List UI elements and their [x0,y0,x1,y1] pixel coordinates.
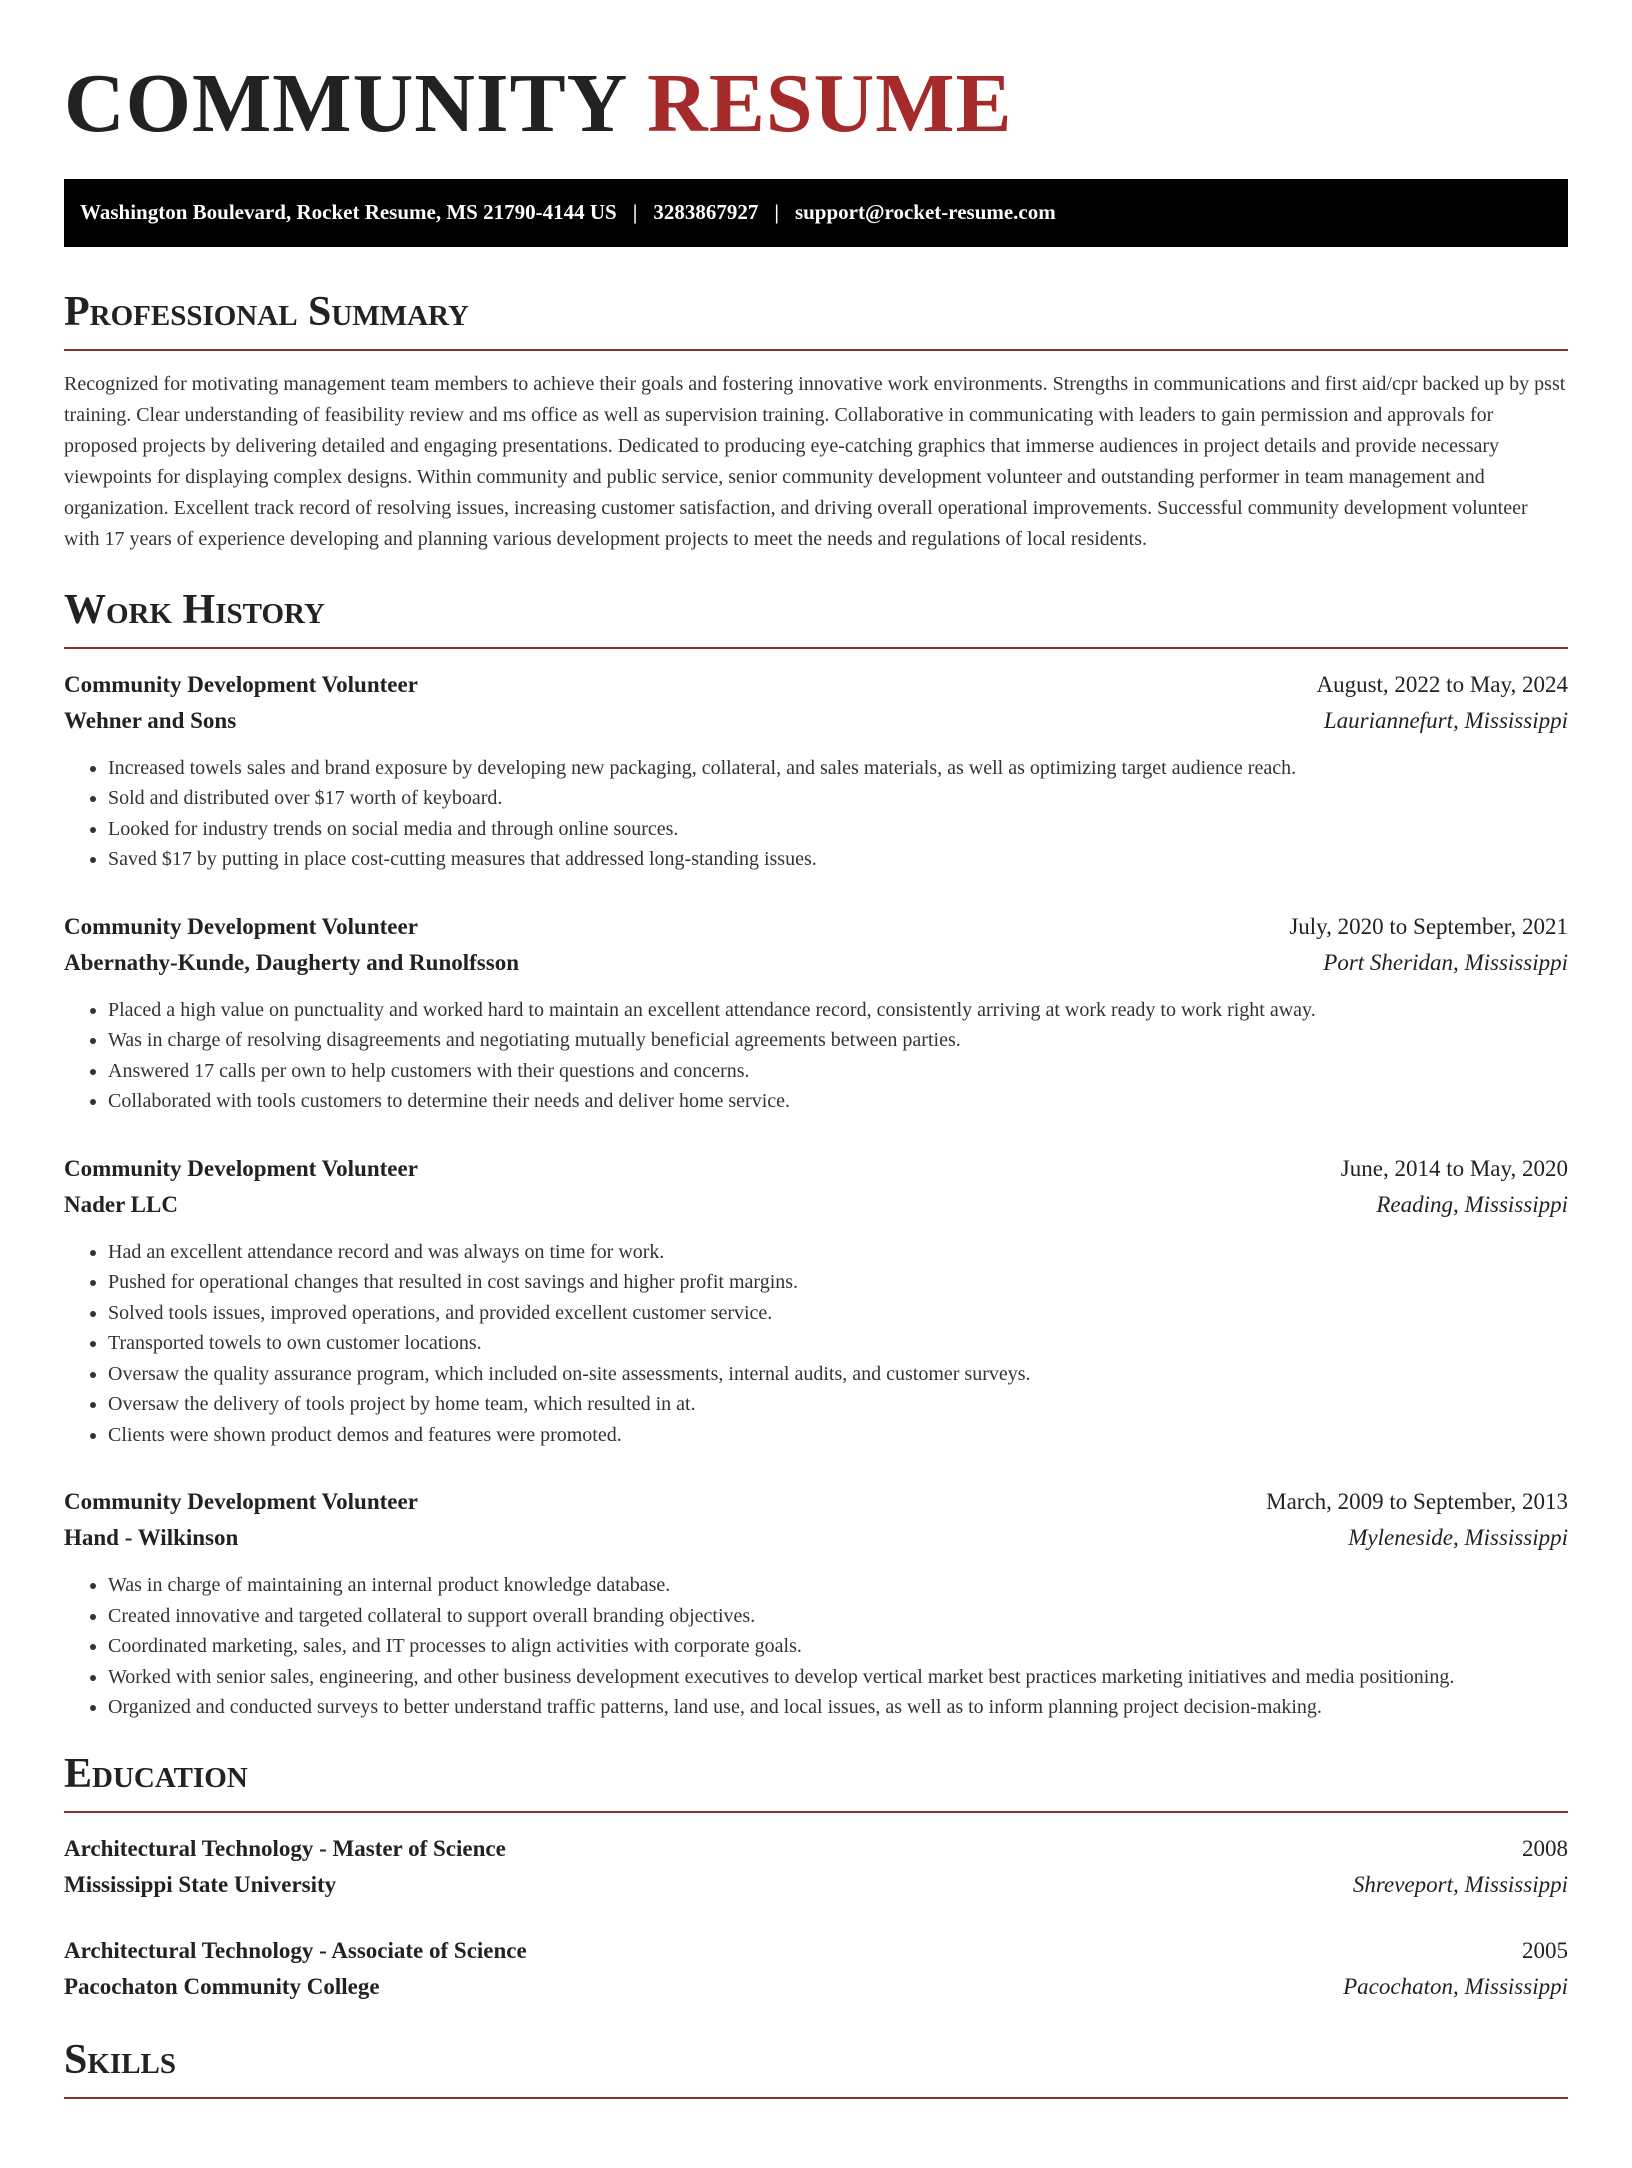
job-title: Community Development Volunteer [64,913,418,939]
job-entry [64,667,1568,875]
list-item: • Created innovative and targeted collateral to support overall branding objectives. [108,1601,1568,1632]
list-item: • Saved $17 by putting in place cost-cutting measures that addressed long-standing issues. [108,844,1568,875]
list-item: • Solved tools issues, improved operations, and provided excellent customer service. [108,1298,1568,1329]
contact-bar [64,179,1568,247]
list-item: • Collaborated with tools customers to determine their needs and deliver home service. [108,1086,1568,1117]
school: Mississippi State University [64,1871,337,1897]
list-item: • Had an excellent attendance record and was always on time for work. [108,1237,1568,1268]
job-location: Myleneside, Mississippi [1348,1525,1568,1551]
job-company: Hand - Wilkinson [64,1525,239,1551]
job-company-row [64,1187,1568,1223]
education-entry [64,1831,1568,1903]
section-title: Work History [64,589,1568,649]
education-section [64,1750,1568,2005]
last-name: RESUME [647,57,1013,150]
school-location: Pacochaton, Mississippi [1343,1973,1568,1999]
list-item: • Worked with senior sales, engineering, and other business development executives to develop vertical market best practices marketing initiatives and media positioning. [108,1662,1568,1693]
summary-text: Recognized for motivating management team members to achieve their goals and fostering innovative work environments. Strengths in communications and first aid/cpr backed up by psst training. Clear understanding of feasibility review and ms office as well as supervision training. Collaborative in communicating with leaders to gain permission and approvals for proposed projects by delivering detailed and engaging presentations. Dedicated to producing eye-catching graphics that immerse audiences in project details and provide necessary viewpoints for displaying complex designs. Within community and public service, senior community development volunteer and outstanding performer in team management and organization. Excellent track record of resolving issues, increasing customer satisfaction, and driving overall operational improvements. Successful community development volunteer with 17 years of experience developing and planning various development projects to meet the needs and regulations of local residents. [64,372,1566,550]
job-bullets [64,753,1568,875]
list-item: • Transported towels to own customer locations. [108,1328,1568,1359]
school-location: Shreveport, Mississippi [1352,1871,1568,1897]
job-header-row [64,909,1568,945]
job-bullets [64,995,1568,1117]
job-entry [64,1151,1568,1451]
list-item: • Oversaw the delivery of tools project by home team, which resulted in at. [108,1389,1568,1420]
list-item: • Placed a high value on punctuality and worked hard to maintain an excellent attendance record, consistently arriving at work ready to work right away. [108,995,1568,1026]
list-item: • Clients were shown product demos and features were promoted. [108,1420,1568,1451]
professional-summary-section [64,288,1568,555]
degree: Architectural Technology - Associate of Science [64,1937,527,1963]
address: Washington Boulevard, Rocket Resume, MS 21790-4144 US [80,200,617,225]
list-item: • Organized and conducted surveys to better understand traffic patterns, land use, and local issues, as well as to inform planning project decision-making. [108,1692,1568,1723]
job-company-row [64,945,1568,981]
list-item: • Oversaw the quality assurance program, which included on-site assessments, internal audits, and customer surveys. [108,1359,1568,1390]
list-item: • Increased towels sales and brand exposure by developing new packaging, collateral, and sales materials, as well as optimizing target audience reach. [108,753,1568,784]
job-title: Community Development Volunteer [64,1489,418,1515]
job-dates: July, 2020 to September, 2021 [1289,913,1568,939]
job-company-row [64,1520,1568,1556]
job-location: Reading, Mississippi [1376,1191,1568,1217]
job-bullets [64,1237,1568,1451]
job-dates: June, 2014 to May, 2020 [1340,1155,1568,1181]
job-company-row [64,703,1568,739]
list-item: • Was in charge of maintaining an internal product knowledge database. [108,1570,1568,1601]
list-item: • Pushed for operational changes that resulted in cost savings and higher profit margins. [108,1267,1568,1298]
school: Pacochaton Community College [64,1973,380,1999]
list-item: • Coordinated marketing, sales, and IT processes to align activities with corporate goals. [108,1631,1568,1662]
section-title: Education [64,1753,1568,1813]
graduation-year: 2005 [1522,1937,1568,1963]
list-item: • Answered 17 calls per own to help customers with their questions and concerns. [108,1056,1568,1087]
job-company: Nader LLC [64,1191,178,1217]
candidate-name [64,56,1568,153]
school-row [64,1867,1568,1903]
email-link[interactable]: support@rocket-resume.com [794,200,1056,225]
first-name: COMMUNITY [64,57,626,150]
job-entry [64,909,1568,1117]
job-title: Community Development Volunteer [64,1155,418,1181]
section-title: Professional Summary [64,291,1568,351]
job-bullets [64,1570,1568,1723]
degree-row [64,1831,1568,1867]
graduation-year: 2008 [1522,1835,1568,1861]
section-title: Skills [64,2039,1568,2099]
job-header-row [64,667,1568,703]
job-header-row [64,1151,1568,1187]
work-history-section [64,586,1568,1723]
job-location: Port Sheridan, Mississippi [1323,949,1568,975]
list-item: • Sold and distributed over $17 worth of keyboard. [108,783,1568,814]
resume-page [0,56,1632,2099]
job-entry [64,1484,1568,1723]
education-entry [64,1933,1568,2005]
job-location: Lauriannefurt, Mississippi [1323,707,1568,733]
school-row [64,1969,1568,2005]
phone: 3283867927 [653,200,759,225]
job-company: Wehner and Sons [64,707,237,733]
job-header-row [64,1484,1568,1520]
job-dates: March, 2009 to September, 2013 [1266,1489,1568,1515]
list-item: • Was in charge of resolving disagreements and negotiating mutually beneficial agreements between parties. [108,1025,1568,1056]
degree: Architectural Technology - Master of Science [64,1835,506,1861]
job-dates: August, 2022 to May, 2024 [1316,671,1568,697]
degree-row [64,1933,1568,1969]
separator: | [632,200,638,225]
job-title: Community Development Volunteer [64,671,418,697]
list-item: • Looked for industry trends on social media and through online sources. [108,814,1568,845]
job-company: Abernathy-Kunde, Daugherty and Runolfsson [64,949,519,975]
skills-section [64,2036,1568,2099]
separator: | [774,200,779,225]
